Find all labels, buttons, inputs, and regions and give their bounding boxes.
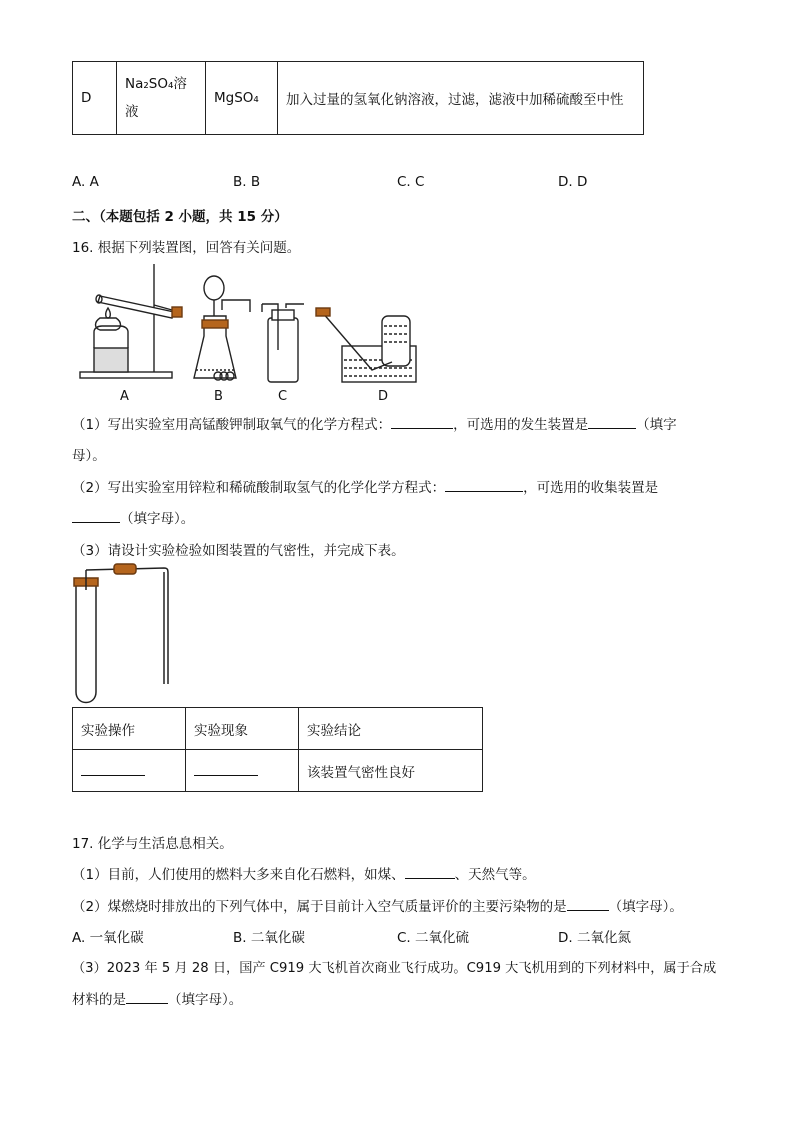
q17-part2: （2）煤燃烧时排放出的下列气体中，属于目前计入空气质量评价的主要污染物的是 （填字母）。 [72, 895, 683, 915]
substance-cell: Na₂SO₄溶液 [117, 62, 206, 135]
impurity-cell: MgSO₄ [206, 62, 278, 135]
q17-stem: 17. 化学与生活息息相关。 [72, 836, 233, 852]
header-phenomenon: 实验现象 [186, 708, 299, 750]
cell-conclusion: 该装置气密性良好 [299, 750, 483, 792]
answer-blank-operation[interactable] [81, 761, 145, 776]
q17-part3-line2: 材料的是 （填字母）。 [72, 988, 242, 1008]
q16-part1-line2: 母）。 [72, 448, 106, 464]
airtightness-table [72, 707, 483, 792]
apparatus-b [194, 276, 250, 380]
q17-part3-line1: （3）2023 年 5 月 28 日，国产 C919 大飞机首次商业飞行成功。C919 大飞机用到的下列材料中，属于合成 [72, 961, 717, 976]
apparatus-a [80, 264, 182, 378]
answer-blank-fossil-fuel[interactable] [405, 864, 455, 879]
q17-part1: （1）目前，人们使用的燃料大多来自化石燃料，如煤、 、天然气等。 [72, 863, 536, 883]
purification-table [72, 61, 644, 135]
label-a: A [120, 389, 129, 404]
q15-option-a[interactable]: A. A [72, 174, 99, 190]
row-label: D [73, 62, 117, 135]
method-cell: 加入过量的氢氧化钠溶液，过滤，滤液中加稀硫酸至中性 [278, 62, 644, 135]
label-b: B [214, 389, 223, 404]
answer-blank-phenomenon[interactable] [194, 761, 258, 776]
q16-stem: 16. 根据下列装置图，回答有关问题。 [72, 240, 301, 256]
q17-option-c[interactable]: C. 二氧化硫 [397, 930, 470, 946]
q16-part2-line1: （2）写出实验室用锌粒和稀硫酸制取氢气的化学化学方程式： ，可选用的收集装置是 [72, 476, 658, 496]
apparatus-c [262, 304, 304, 382]
answer-blank-equation-o2[interactable] [391, 414, 453, 429]
q17-option-a[interactable]: A. 一氧化碳 [72, 930, 144, 946]
q15-option-c[interactable]: C. C [397, 174, 425, 190]
apparatus-d [316, 308, 416, 382]
q17-option-b[interactable]: B. 二氧化碳 [233, 930, 305, 946]
apparatus-diagram [72, 260, 432, 408]
answer-blank-equation-h2[interactable] [445, 477, 523, 492]
answer-blank-material[interactable] [126, 989, 168, 1004]
cell-phenomenon[interactable] [186, 750, 299, 792]
label-c: C [278, 389, 288, 404]
answer-blank-generator[interactable] [588, 414, 636, 429]
header-conclusion: 实验结论 [299, 708, 483, 750]
header-operation: 实验操作 [73, 708, 186, 750]
answer-blank-collector[interactable] [72, 508, 120, 523]
cell-operation[interactable] [73, 750, 186, 792]
answer-blank-pollutant[interactable] [567, 896, 609, 911]
label-d: D [378, 389, 389, 404]
q16-part3: （3）请设计实验检验如图装置的气密性，并完成下表。 [72, 543, 405, 559]
q15-option-d[interactable]: D. D [558, 174, 588, 190]
section-heading: 二、（本题包括 2 小题，共 15 分） [72, 209, 288, 225]
q16-part1-line1: （1）写出实验室用高锰酸钾制取氧气的化学方程式： ，可选用的发生装置是 （填字 [72, 413, 677, 433]
q17-option-d[interactable]: D. 二氧化氮 [558, 930, 631, 946]
airtightness-apparatus [72, 560, 182, 710]
q15-option-b[interactable]: B. B [233, 174, 261, 190]
q16-part2-line2: （填字母）。 [72, 507, 194, 527]
